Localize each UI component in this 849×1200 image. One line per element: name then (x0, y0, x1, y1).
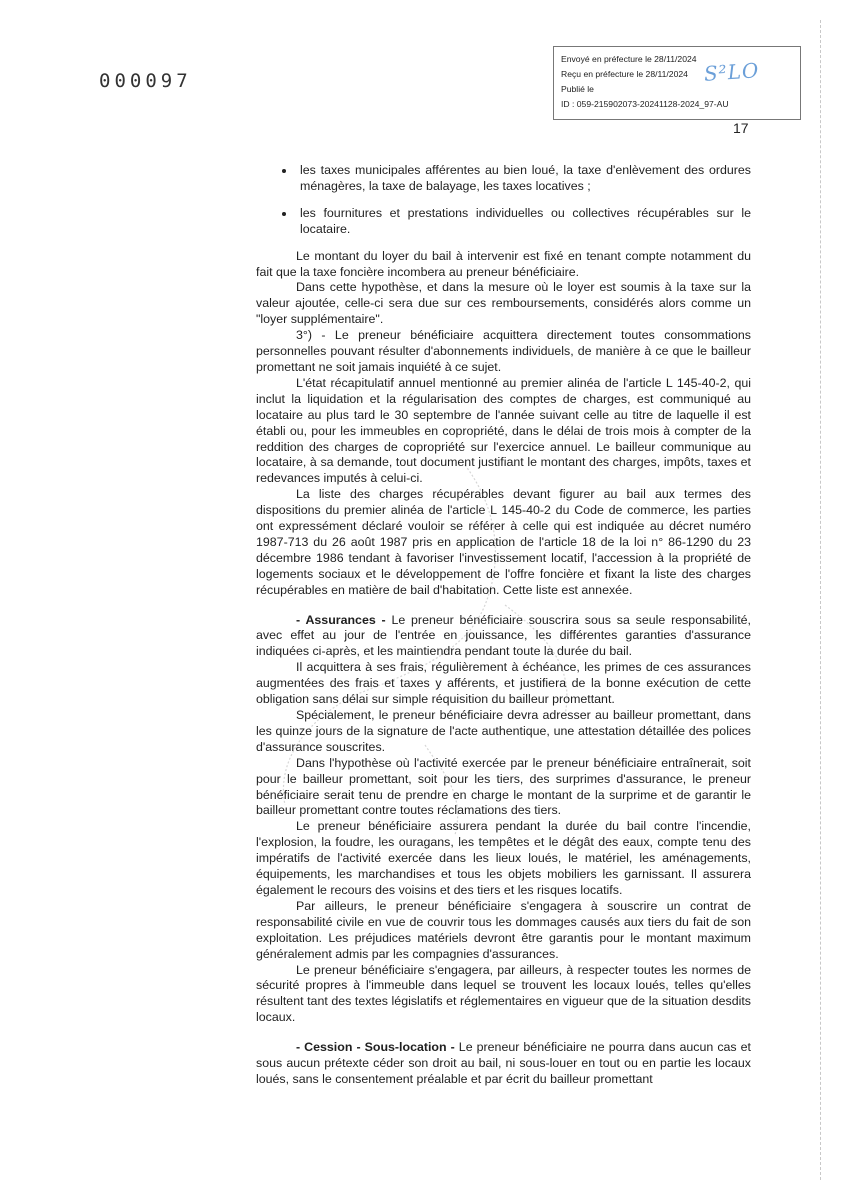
stamp-id: ID : 059-215902073-20241128-2024_97-AU (561, 99, 729, 109)
paragraph-tva: Dans cette hypothèse, et dans la mesure où le loyer est soumis à la taxe sur la valeur ajoutée, celle-ci sera due sur ces remboursements, considérés alors comme un "loyer supplémentaire". (256, 280, 751, 327)
document-body (256, 163, 751, 1088)
stamp-published: Publié le (561, 84, 594, 94)
s2low-signature-logo: S²LO (703, 58, 761, 86)
assurances-heading: - Assurances - (296, 612, 386, 627)
charges-bullet-list (256, 163, 751, 238)
bullet-icon (282, 169, 286, 173)
paragraph-surprimes: Dans l'hypothèse où l'activité exercée par le preneur bénéficiaire entraînerait, soit pour le bailleur promettant, soit pour les tiers, des surprimes d'assurance, le preneur bénéficiaire serait tenu de prendre en charge le montant de la surprime et de garantir le bailleur promettant contre toutes réclamations des tiers. (256, 755, 751, 818)
page-number: 17 (733, 120, 749, 136)
prefecture-stamp (553, 46, 801, 120)
paragraph-assurances (256, 613, 751, 661)
bullet-icon (282, 212, 286, 216)
bullet-text: les taxes municipales afférentes au bien loué, la taxe d'enlèvement des ordures ménagères, la taxe de balayage, les taxes locatives ; (300, 163, 751, 193)
bullet-text: les fournitures et prestations individuelles ou collectives récupérables sur le locataire. (300, 205, 751, 236)
paragraph-responsabilite-civile: Par ailleurs, le preneur bénéficiaire s'engagera à souscrire un contrat de responsabilité civile en vue de couvrir tous les dommages causés aux tiers du fait de son exploitation. Les préjudices matériels devront être garantis pour le montant maximum généralement admis par les compagnies d'assurances. (256, 898, 751, 961)
paragraph-cession (256, 1040, 751, 1088)
paragraph-primes: Il acquittera à ses frais, régulièrement à échéance, les primes de ces assurances augmentées des frais et taxes y afférents, et justifiera de la bonne exécution de cette obligation sans délai sur simple réquisition du bailleur promettant. (256, 660, 751, 707)
list-item (256, 163, 751, 195)
stamp-received-date: Reçu en préfecture le 28/11/2024 (561, 69, 688, 79)
paragraph-normes-securite: Le preneur bénéficiaire s'engagera, par ailleurs, à respecter toutes les normes de sécurité propres à l'immeuble dans lequel se trouvent les locaux loués, telles qu'elles résultent tant des textes législatifs et réglementaires en vigueur que de la situation desdits locaux. (256, 962, 751, 1025)
cession-text: Le preneur bénéficiaire ne pourra dans aucun cas et sous aucun prétexte céder son droit au bail, ni sous-louer en tout ou en partie les locaux loués, sans le consentement préalable et par écrit du bailleur promettant (256, 1040, 751, 1086)
paragraph-liste-charges: La liste des charges récupérables devant figurer au bail aux termes des dispositions du premier alinéa de l'article L 145-40-2 du Code de commerce, les parties ont expressément déclaré vouloir se référer à celle qui est indiquée au décret numéro 1987-713 du 26 août 1987 pris en application de l'article 18 de la loi n° 86-1290 du 23 décembre 1986 tendant à favoriser l'investissement locatif, l'accession à la propriété de logements sociaux et le développement de l'offre foncière et fixant la liste des charges récupérables en matière de bail d'habitation. Cette liste est annexée. (256, 487, 751, 597)
paragraph-consommations: 3°) - Le preneur bénéficiaire acquittera directement toutes consommations personnelles pouvant résulter d'abonnements individuels, de manière à ce que le bailleur promettant ne soit jamais inquiété à ce sujet. (256, 328, 751, 374)
paragraph-loyer: Le montant du loyer du bail à intervenir est fixé en tenant compte notamment du fait que la taxe foncière incombera au preneur bénéficiaire. (256, 248, 751, 279)
paragraph-incendie: Le preneur bénéficiaire assurera pendant la durée du bail contre l'incendie, l'explosion, la foudre, les ouragans, les tempêtes et le dégât des eaux, compte tenu des impératifs de l'activité exercée dans les lieux loués, le matériel, les aménagements, équipements, les marchandises et tous les objets mobiliers les garnissant. Il assurera également le recours des voisins et des tiers et les risques locatifs. (256, 819, 751, 897)
stamp-sent-date: Envoyé en préfecture le 28/11/2024 (561, 54, 697, 64)
assurances-text: Le preneur bénéficiaire souscrira sous sa seule responsabilité, avec effet au jour de l'entrée en jouissance, les différentes garanties d'assurance indiquées ci-après, et les maintiendra pendant toute la durée du bail. (256, 612, 751, 659)
paragraph-etat-recapitulatif: L'état récapitulatif annuel mentionné au premier alinéa de l'article L 145-40-2, qui inclut la liquidation et la régularisation des comptes de charges, est communiqué au locataire au plus tard le 30 septembre de l'année suivant celle au titre de laquelle il est établi ou, pour les immeubles en copropriété, dans le délai de trois mois à compter de la reddition des charges de copropriété sur l'exercice annuel. Le bailleur communique au locataire, à sa demande, tout document justifiant le montant des charges, impôts, taxes et redevances imputés à celui-ci. (256, 375, 751, 486)
document-number: 000097 (99, 70, 192, 92)
paragraph-attestation: Spécialement, le preneur bénéficiaire devra adresser au bailleur promettant, dans les quinze jours de la signature de l'acte authentique, une attestation détaillée des polices d'assurance souscrites. (256, 708, 751, 754)
scan-edge-line (820, 20, 821, 1180)
list-item (256, 206, 751, 238)
cession-heading: - Cession - Sous-location - (296, 1040, 455, 1055)
